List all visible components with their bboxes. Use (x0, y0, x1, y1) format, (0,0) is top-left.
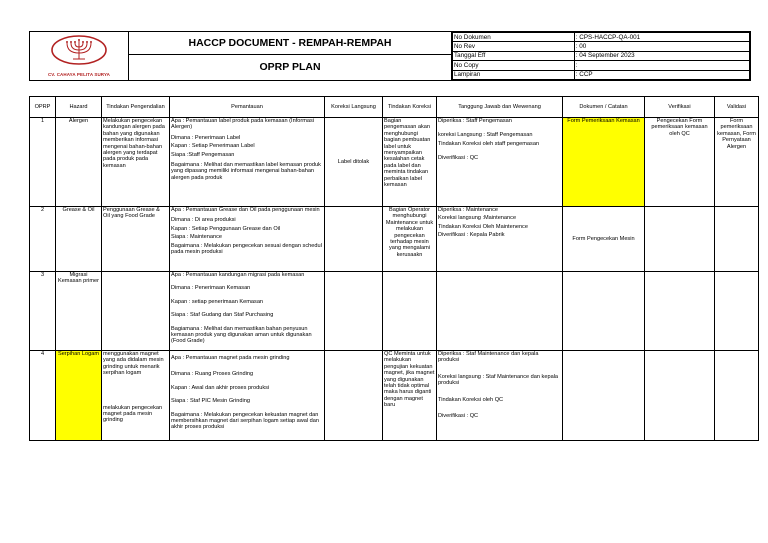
tindakan-item: menggunakan magnet yang ada didalam mesin grinding untuk menarik serpihan logam (103, 351, 164, 377)
pemantauan-item: Dimana : Ruang Proses Grinding (171, 371, 254, 378)
pemantauan-item: Kapan : Awal dan akhir proses produksi (171, 384, 270, 391)
pemantauan-cell (170, 207, 325, 272)
tanggung-item: Diverifikasi : QC (438, 155, 479, 162)
title-block (129, 32, 452, 81)
koreksi-cell (325, 272, 383, 351)
pemantauan-item: Siapa : Maintenance (171, 234, 222, 241)
tindakan-koreksi-cell (383, 272, 437, 351)
tindakan-koreksi-cell: Bagian pengemasan akan menghubungi bagian pembuatan label untuk menyampaikan kesalahan cetak pada label dan meminta tindakan perbaikan label kemasan (383, 118, 437, 207)
plan-title: OPRP PLAN (259, 61, 321, 73)
koreksi-cell (325, 207, 383, 272)
dokumen-cell (563, 351, 645, 441)
pemantauan-item: Siapa :Staff Pengemasan (171, 151, 235, 158)
pemantauan-cell (170, 351, 325, 441)
menorah-logo-icon (49, 34, 109, 68)
tanggung-item: Koreksi langsung :Maintenance (438, 215, 517, 222)
meta-label: Lampiran (453, 70, 575, 79)
table-row (30, 351, 759, 441)
meta-value: : CCP (574, 70, 749, 79)
tanggung-item: Diperiksa : Staf Maintenance dan kepala produksi (438, 351, 539, 364)
pemantauan-cell (170, 272, 325, 351)
column-header: Validasi (715, 97, 759, 118)
tanggung-item: Diverifikasi : QC (438, 413, 479, 420)
pemantauan-item: Bagaimana : Melakukan pengecekan sesuai dengan schedul pada mesin produksi (171, 242, 322, 256)
tindakan-cell: Penggunaan Grease & Oil yang Food Grade (102, 207, 170, 272)
verifikasi-cell: Pengecekan Form pemeriksaan kemasan oleh QC (645, 118, 715, 207)
pemantauan-item: Dimana : Penerimaan Kemasan (171, 285, 251, 292)
dokumen-cell: Form Pemeriksaan Kemasan (563, 118, 645, 207)
table-row (30, 118, 759, 207)
pemantauan-item: Kapan : Setiap Penggunaan Grease dan Oil (171, 225, 281, 232)
column-header: Verifikasi (645, 97, 715, 118)
oprp-number: 1 (30, 118, 56, 207)
company-logo (30, 32, 129, 81)
verifikasi-cell (645, 272, 715, 351)
validasi-cell (715, 207, 759, 272)
tanggung-item: Diperiksa : Maintenance (438, 207, 499, 213)
validasi-cell (715, 351, 759, 441)
tindakan-koreksi-cell: QC Meminta untuk melakukan pengujian kekuatan magnet, jika magnet yang digunakan telah tidak optimal maka harus diganti dengan magnet baru (383, 351, 437, 441)
pemantauan-item: Siapa : Staf Gudang dan Staf Purchasing (171, 312, 274, 319)
tanggung-jawab-cell (437, 118, 563, 207)
validasi-cell: Form pemeriksaan kemasan, Form Pernyataan Alergen (715, 118, 759, 207)
oprp-number: 4 (30, 351, 56, 441)
table-row (30, 207, 759, 272)
validasi-cell (715, 272, 759, 351)
meta-value: : (574, 61, 749, 70)
oprp-number: 2 (30, 207, 56, 272)
company-name: CV. CAHAYA PELITA SURYA (47, 72, 111, 77)
tindakan-item: melakukan pengecekan magnet pada mesin grinding (103, 404, 163, 424)
verifikasi-cell (645, 351, 715, 441)
meta-label: Tanggal Eff (453, 51, 575, 60)
column-header: Tindakan Koreksi (383, 97, 437, 118)
tanggung-item: Diperiksa : Staff Pengemasan (438, 118, 512, 124)
column-header: Koreksi Langsung (325, 97, 383, 118)
oprp-number: 3 (30, 272, 56, 351)
tindakan-cell (102, 351, 170, 441)
pemantauan-item: Bagiamana : Melihat dan memastikan bahan penyusun kemasan produk yang digunakan aman untuk digunakan (Food Grade) (171, 325, 312, 345)
tindakan-cell (102, 272, 170, 351)
pemantauan-item: Apa : Pemantauan kandungan migrasi pada kemasan (171, 272, 305, 278)
pemantauan-item: Apa : Pemantauan Grease dan Oil pada penggunaan mesin (171, 207, 320, 213)
dokumen-cell: Form Pengecekan Mesin (563, 207, 645, 272)
meta-value: : 00 (574, 42, 749, 51)
tindakan-cell: Melakukan pengecekan kandungan alergen pada bahan yang digunakan memberikan informasi mengenai bahan-bahan alergen yang terdapat pada produk pada kemasan (102, 118, 170, 207)
pemantauan-item: Dimana : Di area produksi (171, 217, 236, 224)
meta-value: : CPS-HACCP-QA-001 (574, 33, 749, 42)
pemantauan-item: Apa : Pemantauan magnet pada mesin grinding (171, 355, 290, 361)
tanggung-item: Koreksi langsung : Staf Maintenance dan kepala produksi (438, 373, 559, 387)
pemantauan-item: Apa : Pemantauan label produk pada kemasan (Informasi Alergen) (171, 118, 315, 131)
pemantauan-item: Kapan : Setiap Penerimaan Label (171, 143, 255, 150)
tanggung-item: Tindakan Koreksi oleh QC (438, 396, 504, 403)
koreksi-cell (325, 351, 383, 441)
pemantauan-cell (170, 118, 325, 207)
pemantauan-item: Dimana : Penerimaan Label (171, 134, 241, 141)
column-header: Tanggung Jawab dan Wewenang (437, 97, 563, 118)
hazard-cell: Serpihan Logam (56, 351, 102, 441)
column-header: Pemantauan (170, 97, 325, 118)
column-header: OPRP (30, 97, 56, 118)
pemantauan-item: Bagaimana : Melakukan pengecekan kekuatan magnet dan membersihkan magnet dari serpihan logam setiap awal dan akhir proses produksi (171, 411, 320, 431)
tanggung-jawab-cell (437, 272, 563, 351)
hazard-cell: Migrasi Kemasan primer (56, 272, 102, 351)
meta-label: No Rev (453, 42, 575, 51)
document-title: HACCP DOCUMENT - REMPAH-REMPAH (129, 32, 451, 55)
pemantauan-item: Kapan : setiap penerimaan Kemasan (171, 298, 264, 305)
pemantauan-item: Siapa : Staf PIC Mesin Grinding (171, 398, 250, 405)
document-header (29, 31, 751, 79)
table-header-row (30, 97, 759, 118)
pemantauan-item: Bagaimana : Melihat dan memastikan label kemasan produk yang dipasang memiliki informasi mengenai bahan-bahan alergen pada produk (171, 162, 321, 181)
column-header: Dokumen / Catatan (563, 97, 645, 118)
document-meta (452, 32, 751, 81)
dokumen-cell (563, 272, 645, 351)
meta-label: No Dokumen (453, 33, 575, 42)
tindakan-koreksi-cell: Bagian Operator menghubungi Maintenance untuk melakukan pengecekan terhadap mesin yang mengalami kerusaakn (383, 207, 437, 272)
tanggung-item: Tindakan Koreksi oleh staff pengemasan (438, 140, 540, 147)
meta-value: : 04 September 2023 (574, 51, 749, 60)
meta-label: No Copy (453, 61, 575, 70)
tanggung-jawab-cell (437, 207, 563, 272)
tanggung-jawab-cell (437, 351, 563, 441)
hazard-cell: Alergen (56, 118, 102, 207)
tanggung-item: Diverifikasi : Kepala Pabrik (438, 232, 505, 239)
column-header: Hazard (56, 97, 102, 118)
verifikasi-cell (645, 207, 715, 272)
table-row (30, 272, 759, 351)
koreksi-cell: Label ditolak (325, 118, 383, 207)
tanggung-item: koreksi Langsung : Staff Pengemasan (438, 132, 533, 139)
oprp-table (29, 96, 759, 441)
column-header: Tindakan Pengendalian (102, 97, 170, 118)
hazard-cell: Grease & Oil (56, 207, 102, 272)
tanggung-item: Tindakan Koreksi Oleh Maintenence (438, 223, 528, 230)
